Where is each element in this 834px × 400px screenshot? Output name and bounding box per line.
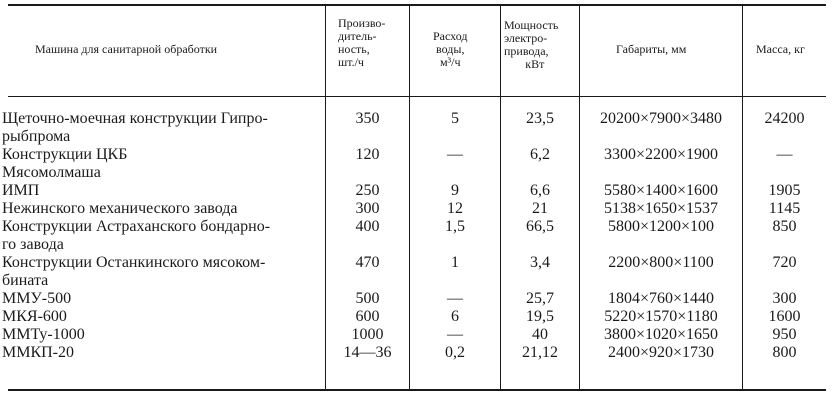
machine-name: Конструкции Останкинского мясоком- [2, 254, 266, 271]
machine-name: ММТу-1000 [2, 326, 85, 343]
header-line: м³/ч [439, 55, 461, 69]
machine-name: Конструкции ЦКБ [2, 146, 128, 163]
mass-cell: 1905 [768, 182, 801, 199]
machine-name: Мясомолмаша [2, 164, 101, 181]
capacity-cell: 400 [355, 218, 380, 235]
water-cell: 6 [451, 308, 459, 325]
power-cell: 3,4 [530, 254, 550, 271]
dimensions-cell: 5800×1200×100 [607, 218, 715, 235]
dimensions-cell: 20200×7900×3480 [599, 110, 723, 127]
mass-cell: 720 [772, 254, 797, 271]
water-cell: 0,2 [445, 344, 465, 361]
machine-name: бината [2, 272, 49, 289]
water-cell: 12 [447, 200, 463, 217]
dimensions-cell: 5580×1400×1600 [603, 182, 719, 199]
capacity-cell: 14—36 [343, 344, 392, 361]
capacity-cell: 350 [355, 110, 380, 127]
header-line: Мощность [504, 18, 559, 32]
water-cell: — [447, 290, 463, 307]
power-cell: 21,12 [522, 344, 558, 361]
header-line: воды, [436, 42, 465, 56]
power-cell: 40 [532, 326, 548, 343]
machine-name: МКЯ-600 [2, 308, 67, 325]
machine-name: Щеточно-моечная конструкции Гипро- [2, 110, 268, 127]
mass-cell: 950 [772, 326, 797, 343]
header-water [433, 30, 467, 69]
header-line: шт./ч [338, 55, 364, 69]
top-rule [8, 4, 826, 6]
water-cell: — [447, 146, 463, 163]
capacity-cell: 300 [355, 200, 380, 217]
mass-cell: 1600 [768, 308, 801, 325]
header-capacity [338, 17, 385, 69]
header-power [504, 19, 558, 71]
header-line: ность, [338, 42, 370, 56]
header-line: кВт [525, 57, 545, 71]
mass-cell: 850 [772, 218, 797, 235]
capacity-cell: 1000 [351, 326, 384, 343]
mass-cell: 300 [772, 290, 797, 307]
dimensions-cell: 5220×1570×1180 [604, 308, 718, 325]
dimensions-cell: 1804×760×1440 [607, 290, 715, 307]
mass-cell: 24200 [764, 110, 805, 127]
power-cell: 25,7 [526, 290, 554, 307]
capacity-cell: 500 [355, 290, 380, 307]
header-machine: Машина для санитарной обработки [35, 42, 218, 56]
header-line: привода, [504, 44, 549, 58]
mass-cell: 800 [772, 344, 797, 361]
dimensions-cell: 5138×1650×1537 [603, 200, 719, 217]
power-cell: 19,5 [526, 308, 554, 325]
water-cell: 5 [451, 110, 459, 127]
header-dimensions: Габариты, мм [616, 42, 687, 56]
water-cell: 1,5 [445, 218, 465, 235]
capacity-cell: 120 [355, 146, 380, 163]
dimensions-cell: 3800×1020×1650 [603, 326, 719, 343]
power-cell: 6,6 [530, 182, 550, 199]
machine-name: рыбпрома [2, 128, 71, 145]
capacity-cell: 470 [355, 254, 380, 271]
power-cell: 66,5 [526, 218, 554, 235]
header-rule [8, 96, 826, 97]
dimensions-cell: 2200×800×1100 [608, 254, 714, 271]
machine-name: ИМП [2, 182, 40, 199]
water-cell: — [447, 326, 463, 343]
header-mass: Масса, кг [756, 42, 805, 56]
header-line: дитель- [338, 29, 377, 43]
header-line: Расход [433, 29, 468, 43]
machine-name: го завода [2, 236, 64, 253]
machine-name: Нежинского механического завода [2, 200, 238, 217]
mass-cell: — [776, 146, 793, 163]
header-line: электро- [504, 31, 548, 45]
dimensions-cell: 3300×2200×1900 [603, 146, 719, 163]
power-cell: 21 [532, 200, 548, 217]
power-cell: 23,5 [526, 110, 554, 127]
dimensions-cell: 2400×920×1730 [607, 344, 715, 361]
bottom-rule [8, 389, 826, 391]
machine-name: ММУ-500 [2, 290, 72, 307]
capacity-cell: 250 [355, 182, 380, 199]
capacity-cell: 600 [355, 308, 380, 325]
mass-cell: 1145 [768, 200, 801, 217]
water-cell: 9 [451, 182, 459, 199]
machine-name: Конструкции Астраханского бондарно- [2, 218, 271, 235]
power-cell: 6,2 [530, 146, 550, 163]
header-line: Произво- [338, 16, 386, 30]
water-cell: 1 [451, 254, 459, 271]
machine-name: ММКП-20 [2, 344, 75, 361]
